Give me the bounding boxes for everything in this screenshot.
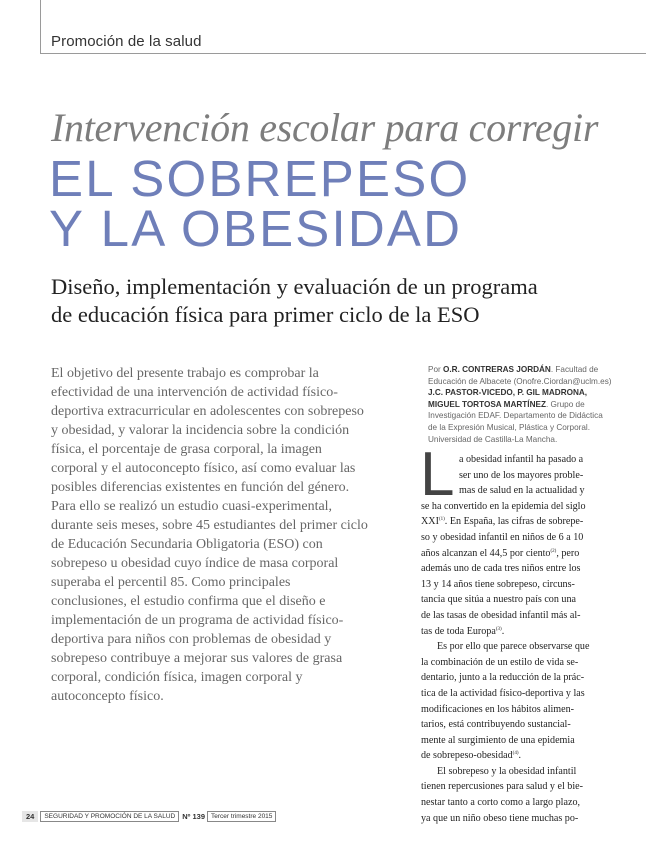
subtitle-line-2: de educación física para primer ciclo de la ESO	[51, 302, 480, 327]
body-line: tienen repercusiones para salud y el bie-	[421, 781, 583, 793]
body-line: El sobrepeso y la obesidad infantil	[437, 765, 577, 777]
abstract-line: El objetivo del presente trabajo es comprobar la	[51, 366, 319, 381]
abstract-line: y obesidad, y valorar la incidencia sobre la condición	[51, 423, 350, 438]
abstract-line: corporal, condición física, imagen corporal y	[51, 670, 303, 685]
body-line: además uno de cada tres niños entre los	[421, 563, 581, 575]
abstract-line: sobrepeso u obesidad cuyo índice de masa corporal	[51, 556, 339, 571]
body-line: a obesidad infantil ha pasado a	[459, 454, 584, 465]
article-title	[49, 150, 471, 257]
author-line-5: Investigación EDAF. Departamento de Didáctica	[428, 411, 603, 421]
abstract	[51, 364, 373, 706]
author-line-3	[428, 387, 638, 399]
body-line: ya que un niño obeso tiene muchas po-	[421, 812, 579, 824]
body-line: modificaciones en los hábitos alimen-	[421, 703, 575, 715]
author-line-4: MIGUEL TORTOSA MARTÍNEZ. Grupo de	[428, 399, 585, 409]
abstract-line: deportiva extracurricular en adolescentes con sobrepeso	[51, 404, 364, 419]
title-line-2: Y LA OBESIDAD	[49, 200, 463, 257]
author-credits	[428, 364, 638, 445]
subtitle-line-1: Diseño, implementación y evaluación de un programa	[51, 274, 538, 299]
author-names: J.C. PASTOR-VICEDO, P. GIL MADRONA,	[428, 388, 588, 398]
issue-period: Tercer trimestre 2015	[207, 811, 276, 822]
body-line: XXI$^{(1)}$. En España, las cifras de sobrepe-	[421, 516, 584, 528]
abstract-line: física, el porcentaje de grasa corporal, la imagen	[51, 442, 322, 457]
author-line-1: Por O.R. CONTRERAS JORDÁN. Facultad de	[428, 365, 599, 374]
abstract-line: efectividad de una intervención de actividad físico-	[51, 385, 338, 400]
abstract-line: autoconcepto físico.	[51, 689, 164, 704]
article-kicker: Intervención escolar para corregir	[51, 105, 599, 150]
author-name: MIGUEL TORTOSA MARTÍNEZ	[428, 399, 546, 409]
body-line: años alcanzan el 44,5 por ciento$^{(2)}$, pero	[421, 547, 580, 559]
abstract-line: durante seis meses, sobre 45 estudiantes del primer ciclo	[51, 518, 368, 533]
abstract-line: posibles diferencias existentes en función del género.	[51, 480, 350, 495]
abstract-line: Para ello se realizó un estudio cuasi-experimental,	[51, 499, 333, 514]
drop-cap: L	[420, 440, 455, 509]
body-line: nestar tanto a corto como a largo plazo,	[421, 797, 581, 809]
abstract-line: de Educación Secundaria Obligatoria (ESO) con	[51, 537, 323, 552]
abstract-line: conclusiones, el estudio confirma que el diseño e	[51, 594, 326, 609]
reference-marker: (3)	[495, 626, 502, 632]
reference-marker: (4)	[512, 751, 519, 757]
issue-number: Nº 139	[182, 812, 205, 821]
body-line: de sobrepeso-obesidad$^{(4)}$.	[421, 750, 522, 762]
abstract-line: corporal y el autoconcepto físico, así como evaluar las	[51, 461, 356, 476]
body-line: tica de la actividad físico-deportiva y las	[421, 687, 585, 699]
body-line: se ha convertido en la epidemia del siglo	[421, 500, 586, 512]
section-label: Promoción de la salud	[51, 33, 202, 50]
body-line: mas de salud en la actualidad y	[459, 485, 585, 497]
author-line-2: Educación de Albacete (Onofre.Ciordan@uclm.es)	[428, 376, 612, 386]
magazine-name: SEGURIDAD Y PROMOCIÓN DE LA SALUD	[40, 811, 179, 822]
body-line: so y obesidad infantil en niños de 6 a 10	[421, 531, 584, 543]
page-number: 24	[22, 811, 38, 822]
body-line: Es por ello que parece observarse que	[437, 641, 590, 653]
title-line-1: EL SOBREPESO	[49, 150, 471, 207]
body-line: de las tasas de obesidad infantil más al-	[421, 609, 581, 621]
author-line-7: Universidad de Castilla-La Mancha.	[428, 434, 558, 444]
abstract-line: deportiva para niños con problemas de obesidad y	[51, 632, 332, 647]
body-line: tarios, está contribuyendo sustancial-	[421, 719, 571, 731]
header-left-rule	[40, 0, 41, 54]
abstract-line: sobrepeso contribuye a mejorar sus valores de grasa	[51, 651, 343, 666]
body-line: tas de toda Europa$^{(3)}$.	[421, 625, 505, 637]
body-line: ser uno de los mayores proble-	[459, 469, 584, 481]
body-line: tancia que sitúa a nuestro país con una	[421, 594, 576, 606]
page-footer	[22, 811, 276, 822]
author-line-6: de la Expresión Musical, Plástica y Corporal.	[428, 422, 590, 432]
body-text	[421, 452, 596, 826]
body-line: mente al surgimiento de una epidemia	[421, 734, 575, 746]
reference-marker: (2)	[550, 548, 557, 554]
abstract-line: implementación de un programa de actividad físico-	[51, 613, 344, 628]
article-subtitle	[51, 273, 538, 329]
abstract-line: superaba el percentil 85. Como principales	[51, 575, 291, 590]
reference-marker: (1)	[438, 517, 445, 523]
body-line: 13 y 14 años tiene sobrepeso, circuns-	[421, 578, 575, 590]
body-line: dentario, junto a la reducción de la prác-	[421, 672, 585, 684]
body-line: la combinación de un estilo de vida se-	[421, 656, 579, 668]
author-name: O.R. CONTRERAS JORDÁN	[443, 365, 551, 374]
header-rule	[40, 53, 646, 54]
